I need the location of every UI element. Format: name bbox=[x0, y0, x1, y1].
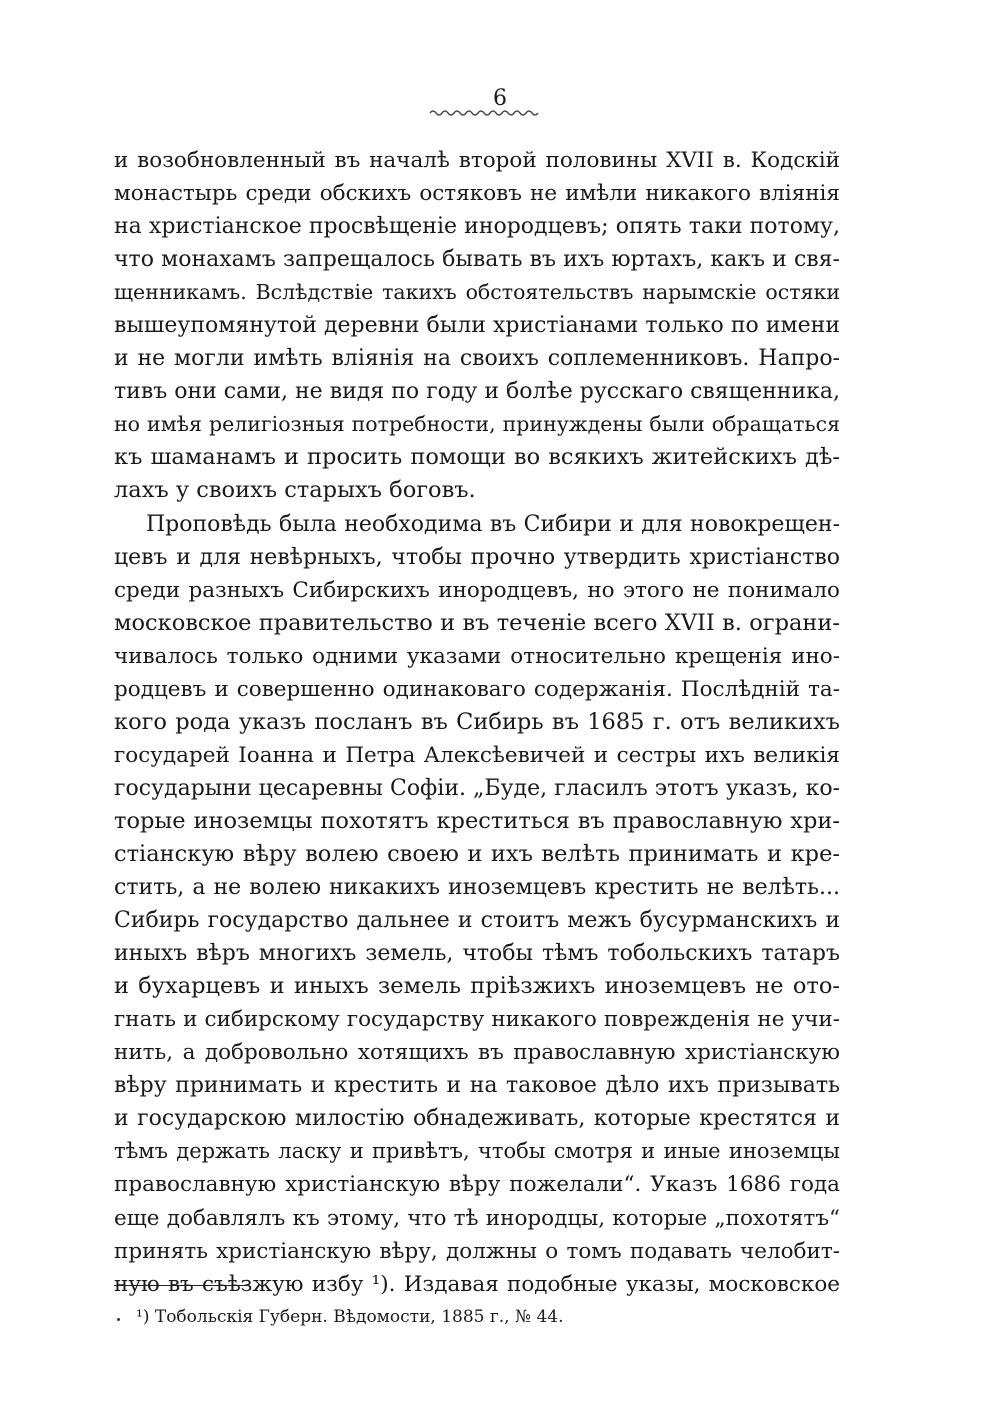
page-number: 6 bbox=[493, 86, 507, 111]
text-line: цевъ и для невѣрныхъ, чтобы прочно утвердить христіанство bbox=[114, 544, 840, 570]
body-text bbox=[114, 144, 840, 1301]
text-line: ную въ съѣзжую избу ¹). Издавая подобные указы, московское bbox=[114, 1271, 840, 1297]
text-line: родцевъ и совершенно одинаковаго содержанія. Послѣдній та- bbox=[114, 676, 840, 702]
text-line: еще добавлялъ къ этому, что тѣ инородцы, которые „похотятъ“ bbox=[114, 1205, 840, 1231]
text-line: и возобновленный въ началѣ второй половины XVII в. Кодскій bbox=[114, 148, 840, 173]
text-line: и бухарцевъ и иныхъ земель пріѣзжихъ иноземцевъ не ото- bbox=[114, 973, 840, 1000]
text-line: государей Іоанна и Петра Алексѣевичей и сестры ихъ великія bbox=[114, 742, 840, 768]
text-line: московское правительство и въ теченіе всего XVII в. ограни- bbox=[114, 609, 840, 636]
text-line: стить, а не волею никакихъ иноземцевъ крестить не велѣть... bbox=[114, 875, 840, 901]
text-line: Сибирь государство дальнее и стоитъ межъ бусурманскихъ и bbox=[114, 908, 840, 934]
text-line: принять христіанскую вѣру, должны о томъ подавать челобит- bbox=[114, 1238, 840, 1264]
footnote-divider bbox=[114, 1285, 248, 1286]
text-line: что монахамъ запрещалось бывать въ ихъ юртахъ, какъ и свя- bbox=[114, 247, 840, 273]
text-line: щенникамъ. Вслѣдствіе такихъ обстоятельствъ нарымскіе остяки bbox=[114, 280, 840, 305]
text-line: тѣмъ держать ласку и привѣтъ, чтобы смотря и иные иноземцы bbox=[114, 1139, 840, 1164]
text-line: лахъ у своихъ старыхъ боговъ. bbox=[114, 477, 476, 504]
footnote: ¹) Тобольскія Губерн. Вѣдомости, 1885 г., № 44. bbox=[136, 1307, 564, 1327]
text-line: гнать и сибирскому государству никакого поврежденія не учи- bbox=[114, 1007, 840, 1033]
text-line: и не могли имѣть вліянія на своихъ соплеменниковъ. Напро- bbox=[114, 346, 840, 372]
wavy-ornament bbox=[428, 108, 540, 118]
text-line: нить, а добровольно хотящихъ въ православную христіанскую bbox=[114, 1040, 840, 1066]
text-line: вѣру принимать и крестить и на таковое дѣло ихъ призывать bbox=[114, 1073, 840, 1099]
text-line: среди разныхъ Сибирскихъ инородцевъ, но этого не понимало bbox=[114, 577, 840, 603]
text-line: кого рода указъ посланъ въ Сибирь въ 1685 г. отъ великихъ bbox=[114, 708, 840, 735]
text-line: православную христіанскую вѣру пожелали“. Указъ 1686 года bbox=[114, 1172, 840, 1198]
text-line: чивалось только одними указами относительно крещенія ино- bbox=[114, 643, 840, 669]
text-line: торые иноземцы похотятъ креститься въ православную хри- bbox=[114, 807, 840, 834]
text-line: стіанскую вѣру волею своею и ихъ велѣть принимать и кре- bbox=[114, 840, 840, 867]
text-line: вышеупомянутой деревни были христіанами только по имени bbox=[114, 313, 840, 339]
text-line: тивъ они сами, не видя по году и болѣе русскаго священника, bbox=[114, 379, 840, 405]
text-line: монастырь среди обскихъ остяковъ не имѣли никакого вліянія bbox=[114, 181, 840, 207]
text-line: къ шаманамъ и просить помощи во всякихъ житейскихъ дѣ- bbox=[114, 444, 840, 471]
text-line: иныхъ вѣръ многихъ земель, чтобы тѣмъ тобольскихъ татаръ bbox=[114, 941, 840, 967]
text-line: и государскою милостію обнадеживать, которые крестятся и bbox=[114, 1106, 840, 1132]
paragraph-start-line: Проповѣдь была необходима въ Сибири и для новокрещен- bbox=[146, 511, 840, 537]
text-line: государыни цесаревны Софіи. „Буде, гласилъ этотъ указъ, ко- bbox=[114, 775, 840, 801]
text-line: но имѣя религіозныя потребности, принуждены были обращаться bbox=[114, 412, 840, 437]
text-line: на христіанское просвѣщеніе инородцевъ; опять таки потому, bbox=[114, 214, 840, 240]
scan-speck bbox=[117, 1318, 120, 1321]
